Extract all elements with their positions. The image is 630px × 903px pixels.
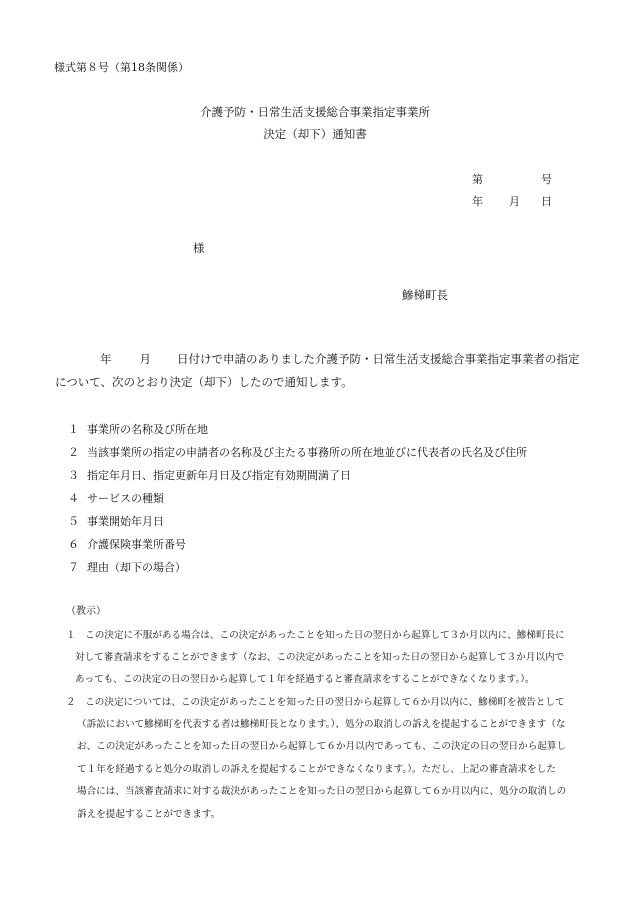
notice-line: （訴訟において鰺梯町を代表する者は鰺梯町長となります。）、処分の取消しの訴えを提起することができます（な bbox=[77, 719, 566, 730]
notice-line: て１年を経過すると処分の取消しの訴えを提起することができなくなります。）。ただし、上記の審査請求をした bbox=[77, 764, 556, 775]
issue-date-day: 日 bbox=[541, 195, 552, 208]
list-item-number: ５ bbox=[68, 515, 79, 528]
list-item bbox=[68, 421, 208, 437]
document-number-suffix: 号 bbox=[541, 173, 552, 186]
list-item-text: 事業所の名称及び所在地 bbox=[87, 423, 208, 436]
list-item-text: 事業開始年月日 bbox=[87, 515, 164, 528]
list-item bbox=[68, 467, 351, 483]
notice-line: １ この決定に不服がある場合は、この決定があったことを知った日の翌日から起算して３か月以内に、鰺梯町長に bbox=[66, 630, 565, 641]
body-year: 年 bbox=[100, 352, 112, 366]
list-item-number: ７ bbox=[68, 561, 79, 574]
addressee: 様 bbox=[193, 241, 205, 255]
list-item-number: ２ bbox=[68, 446, 79, 459]
document-title-line-2: 決定（却下）通知書 bbox=[263, 127, 367, 141]
document-number-prefix: 第 bbox=[472, 173, 483, 186]
body-text-1: 日付けで申請のありました介護予防・日常生活支援総合事業指定事業者の指定 bbox=[177, 352, 580, 366]
list-item-number: ６ bbox=[68, 538, 79, 551]
notice-line: 場合には、当該審査請求に対する裁決があったことを知った日の翌日から起算して６か月以内に、処分の取消しの bbox=[77, 786, 567, 797]
list-item-text: 当該事業所の指定の申請者の名称及び主たる事務所の所在地並びに代表者の氏名及び住所 bbox=[87, 446, 527, 459]
notice-heading: （教示） bbox=[66, 606, 106, 617]
list-item bbox=[68, 513, 164, 529]
notice-line: あっても、この決定の日の翌日から起算して１年を経過すると審査請求をすることができなくなります。）。 bbox=[75, 674, 535, 685]
list-item-text: 理由（却下の場合） bbox=[87, 561, 186, 574]
list-item bbox=[68, 559, 186, 575]
notice-line: お、この決定があったことを知った日の翌日から起算して６か月以内であっても、この決定の日の翌日から起算し bbox=[77, 741, 567, 752]
list-item-number: ４ bbox=[68, 492, 79, 505]
list-item-text: サービスの種類 bbox=[87, 492, 164, 505]
notice-line: ２ この決定については、この決定があったことを知った日の翌日から起算して６か月以内に、鰺梯町を被告として bbox=[66, 697, 565, 708]
list-item-number: １ bbox=[68, 423, 79, 436]
notice-line: 訴えを提起することができます。 bbox=[77, 809, 221, 820]
notice-line: 対して審査請求をすることができます（なお、この決定があったことを知った日の翌日から起算して３か月以内で bbox=[75, 652, 565, 663]
body-paragraph-line-2: について、次のとおり決定（却下）したので通知します。 bbox=[55, 375, 353, 389]
body-month: 月 bbox=[139, 352, 151, 366]
document-title-line-1: 介護予防・日常生活支援総合事業指定事業所 bbox=[200, 105, 430, 119]
body-paragraph-line-1 bbox=[100, 351, 580, 367]
list-item-text: 指定年月日、指定更新年月日及び指定有効期間満了日 bbox=[87, 469, 351, 482]
issuer: 鰺梯町長 bbox=[402, 288, 448, 302]
document-number bbox=[472, 171, 552, 187]
form-number: 様式第８号（第18条関係） bbox=[54, 61, 189, 74]
list-item-number: ３ bbox=[68, 469, 79, 482]
list-item bbox=[68, 444, 527, 460]
list-item bbox=[68, 490, 164, 506]
issue-date-year: 年 bbox=[472, 195, 483, 208]
list-item-text: 介護保険事業所番号 bbox=[87, 538, 186, 551]
issue-date-month: 月 bbox=[509, 195, 520, 208]
list-item bbox=[68, 536, 186, 552]
